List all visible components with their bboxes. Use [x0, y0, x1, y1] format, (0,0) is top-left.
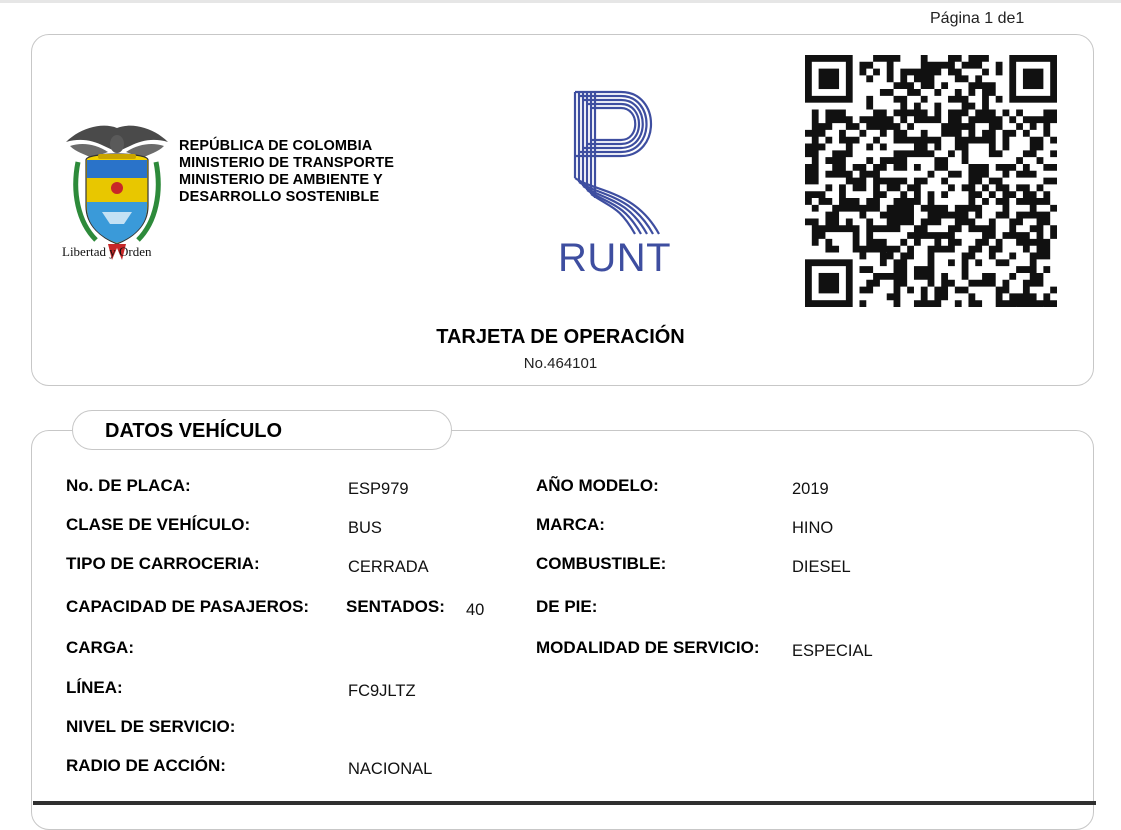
- runt-logo-text: RUNT: [558, 236, 672, 280]
- field-label-sentados: SENTADOS:: [346, 597, 445, 616]
- field-label-modalidad: MODALIDAD DE SERVICIO:: [536, 638, 760, 657]
- qr-finder: [819, 273, 839, 293]
- motto-text: Libertad y Orden: [62, 244, 152, 259]
- field-value-linea: FC9JLTZ: [348, 682, 416, 700]
- document-number: No.464101: [523, 355, 598, 372]
- field-label-pie: DE PIE:: [536, 597, 598, 616]
- bottom-edge: [33, 801, 1096, 805]
- qr-finder: [819, 69, 839, 89]
- page-number: Página 1 de1: [930, 10, 1025, 27]
- field-label-carroceria: TIPO DE CARROCERIA:: [66, 554, 260, 573]
- gov-line: DESARROLLO SOSTENIBLE: [179, 189, 380, 205]
- section-title: DATOS VEHÍCULO: [105, 420, 283, 442]
- field-value-carroceria: CERRADA: [348, 558, 429, 576]
- field-value-marca: HINO: [792, 519, 834, 537]
- gov-line: MINISTERIO DE TRANSPORTE: [179, 155, 395, 171]
- field-label-radio: RADIO DE ACCIÓN:: [66, 756, 226, 775]
- field-label-combustible: COMBUSTIBLE:: [536, 554, 667, 573]
- qr-finder: [1023, 69, 1043, 89]
- document-title: TARJETA DE OPERACIÓN: [436, 326, 685, 348]
- field-value-sentados: 40: [466, 601, 485, 619]
- gov-line: REPÚBLICA DE COLOMBIA: [179, 138, 373, 154]
- coat-of-arms-icon: [62, 122, 172, 262]
- field-value-anio: 2019: [792, 480, 829, 498]
- government-heading: [179, 138, 394, 206]
- field-label-nivel: NIVEL DE SERVICIO:: [66, 717, 236, 736]
- field-label-linea: LÍNEA:: [66, 678, 123, 697]
- field-value-modalidad: ESPECIAL: [792, 642, 873, 660]
- runt-logo-icon: [565, 86, 665, 236]
- qr-code-icon: [805, 55, 1057, 310]
- field-label-marca: MARCA:: [536, 515, 605, 534]
- field-value-radio: NACIONAL: [348, 760, 433, 778]
- gov-line: MINISTERIO DE AMBIENTE Y: [179, 172, 383, 188]
- field-label-placa: No. DE PLACA:: [66, 476, 191, 495]
- field-value-placa: ESP979: [348, 480, 409, 498]
- field-value-combustible: DIESEL: [792, 558, 851, 576]
- field-value-clase: BUS: [348, 519, 382, 537]
- top-divider: [0, 0, 1121, 3]
- field-label-clase: CLASE DE VEHÍCULO:: [66, 515, 251, 534]
- field-label-anio: AÑO MODELO:: [536, 476, 659, 495]
- field-label-capacidad: CAPACIDAD DE PASAJEROS:: [66, 597, 310, 616]
- field-label-carga: CARGA:: [66, 638, 134, 657]
